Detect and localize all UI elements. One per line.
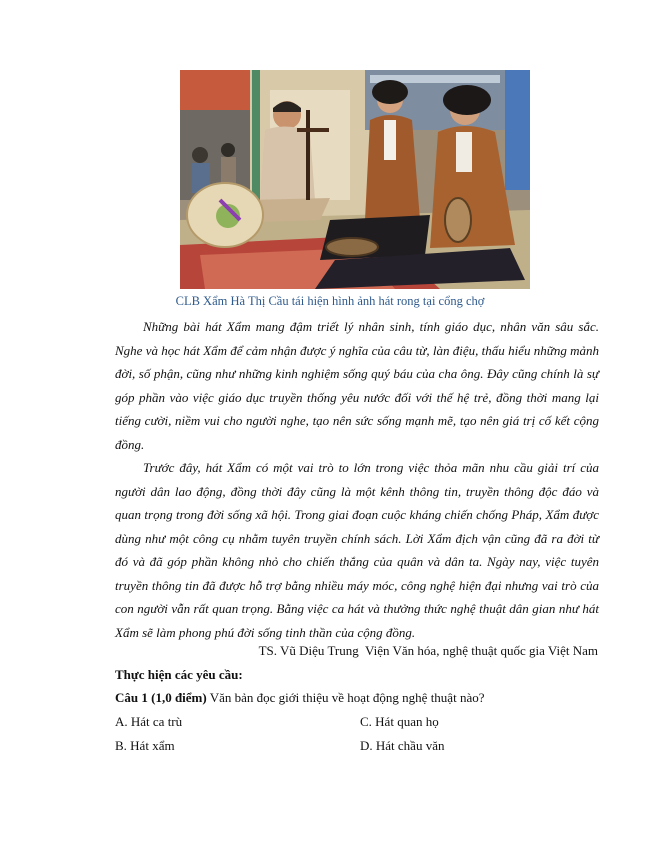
passage-paragraph-1: Những bài hát Xẩm mang đậm triết lý nhân sinh, tính giáo dục, nhân văn sâu sắc. Nghe và học hát Xẩm để cảm nhận được ý nghĩa của câu từ, làn điệu, thấu hiểu những mảnh đời, số phận, cũng như những kinh nghiệm sống quý báu của cha ông. Đây cũng chính là sự góp phần vào việc giáo dục truyền thống yêu nước đối với thế hệ trẻ, đồng thời mang lại tiếng cười, niềm vui cho người nghe, tạo nên sức sống mạnh mẽ, tạo nên giá trị cố kết cộng đồng. — [115, 319, 599, 452]
option-b: B. Hát xẩm — [115, 738, 175, 753]
photo-caption: CLB Xẩm Hà Thị Cầu tái hiện hình ảnh hát rong tại cổng chợ — [175, 294, 485, 308]
option-c: C. Hát quan họ — [360, 714, 439, 729]
author-attribution: TS. Vũ Diệu Trung Viện Văn hóa, nghệ thuật quốc gia Việt Nam — [258, 643, 598, 658]
performance-photo — [180, 70, 530, 289]
tasks-heading: Thực hiện các yêu cầu: — [115, 667, 243, 682]
question-1 — [115, 690, 484, 706]
option-d: D. Hát chầu văn — [360, 738, 445, 753]
option-a: A. Hát ca trù — [115, 714, 183, 729]
passage-paragraph-2: Trước đây, hát Xẩm có một vai trò to lớn trong việc thỏa mãn nhu cầu giải trí của người dân lao động, đồng thời đây cũng là một kênh thông tin, truyền thông độc đáo và quan trọng trong đời sống xã hội. Trong giai đoạn cuộc kháng chiến chống Pháp, Xẩm được dùng như một công cụ nhằm tuyên truyền chính sách. Lời Xẩm địch vận cũng đã ra đời từ đó và đã góp phần không nhỏ cho chiến thắng của quân và dân ta. Ngày nay, việc tuyên truyền thông tin đã được hỗ trợ bằng nhiều máy móc, công nghệ hiện đại nhưng vai trò của con người vẫn rất quan trọng. Bằng việc ca hát và thưởng thức nghệ thuật dân gian như hát Xẩm sẽ làm phong phú đời sống tinh thần của cộng đồng. — [115, 460, 599, 640]
question-1-label: Câu 1 (1,0 điểm) — [115, 690, 207, 705]
question-1-text: Văn bản đọc giới thiệu về hoạt động nghệ thuật nào? — [206, 690, 485, 705]
